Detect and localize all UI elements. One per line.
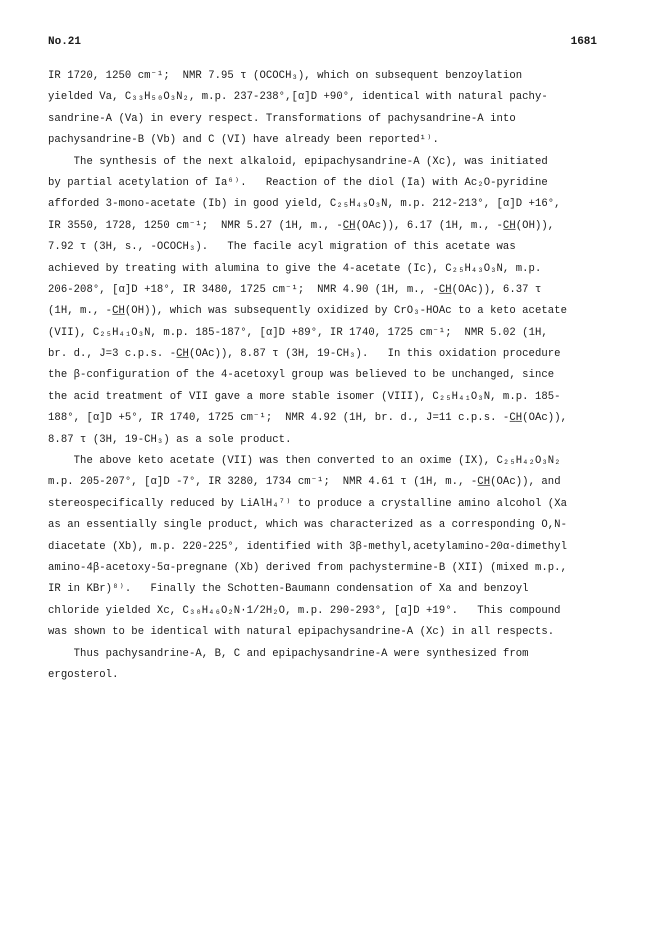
text-line: 188°, [α]D +5°, IR 1740, 1725 cm⁻¹; NMR 4.92 (1H, br. d., J=11 c.p.s. -C̲H̲(OAc)), — [48, 412, 568, 425]
text-line: IR 1720, 1250 cm⁻¹; NMR 7.95 τ (OCOCH₃), which on subsequent benzoylation — [48, 70, 523, 82]
article-body — [48, 66, 614, 686]
text-line: as an essentially single product, which was characterized as a corresponding O,N- — [48, 519, 567, 532]
text-line: Thus pachysandrine-A, B, C and epipachysandrine-A were synthesized from — [48, 647, 529, 660]
text-line: The above keto acetate (VII) was then converted to an oxime (IX), C₂₅H₄₂O₃N₂ — [48, 455, 561, 468]
text-line: diacetate (Xb), m.p. 220-225°, identified with 3β-methyl,acetylamino-20α-dimethyl — [48, 540, 567, 553]
text-line: (1H, m., -C̲H̲(OH)), which was subsequently oxidized by CrO₃-HOAc to a keto acetate — [48, 305, 567, 318]
text-line: (VII), C₂₅H₄₁O₃N, m.p. 185-187°, [α]D +89°, IR 1740, 1725 cm⁻¹; NMR 5.02 (1H, — [48, 326, 548, 339]
text-line: ergosterol. — [48, 668, 119, 681]
text-line: 8.87 τ (3H, 19-CH₃) as a sole product. — [48, 433, 292, 446]
text-line: The synthesis of the next alkaloid, epipachysandrine-A (Xc), was initiated — [48, 155, 548, 168]
text-line: by partial acetylation of Ia⁶⁾. Reaction of the diol (Ia) with Ac₂O-pyridine — [48, 176, 548, 189]
text-line: br. d., J=3 c.p.s. -C̲H̲(OAc)), 8.87 τ (3H, 19-CH₃). In this oxidation procedure — [48, 348, 561, 361]
paragraph-conclusion — [48, 644, 614, 687]
text-line: 7.92 τ (3H, s., -OCOCH₃). The facile acyl migration of this acetate was — [48, 241, 516, 254]
text-line: IR in KBr)⁸⁾. Finally the Schotten-Baumann condensation of Xa and benzoyl — [48, 583, 529, 596]
text-line: the β-configuration of the 4-acetoxyl group was believed to be unchanged, since — [48, 369, 555, 382]
paragraph-oxime-reduction — [48, 451, 614, 644]
paragraph-epipachysandrine-synthesis — [48, 152, 614, 451]
journal-issue: No.21 — [48, 36, 82, 48]
text-line: the acid treatment of VII gave a more stable isomer (VIII), C₂₅H₄₁O₃N, m.p. 185- — [48, 390, 561, 403]
text-line: yielded Va, C₃₃H₅₀O₃N₂, m.p. 237-238°,[α]D +90°, identical with natural pachy- — [48, 91, 548, 104]
text-line: pachysandrine-B (Vb) and C (VI) have already been reported¹⁾. — [48, 134, 439, 147]
text-line: chloride yielded Xc, C₃₀H₄₆O₂N·1/2H₂O, m.p. 290-293°, [α]D +19°. This compound — [48, 604, 561, 617]
text-line: IR 3550, 1728, 1250 cm⁻¹; NMR 5.27 (1H, m., -C̲H̲(OAc)), 6.17 (1H, m., -C̲H̲(OH)), — [48, 219, 555, 232]
text-line: afforded 3-mono-acetate (Ib) in good yield, C₂₅H₄₃O₃N, m.p. 212-213°, [α]D +16°, — [48, 198, 561, 211]
text-line: was shown to be identical with natural epipachysandrine-A (Xc) in all respects. — [48, 626, 555, 639]
paragraph-va-synthesis — [48, 66, 614, 152]
text-line: amino-4β-acetoxy-5α-pregnane (Xb) derived from pachystermine-B (XII) (mixed m.p., — [48, 561, 567, 574]
text-line: m.p. 205-207°, [α]D -7°, IR 3280, 1734 cm⁻¹; NMR 4.61 τ (1H, m., -C̲H̲(OAc)), and — [48, 476, 561, 489]
text-line: 206-208°, [α]D +18°, IR 3480, 1725 cm⁻¹; NMR 4.90 (1H, m., -C̲H̲(OAc)), 6.37 τ — [48, 283, 542, 296]
text-line: achieved by treating with alumina to give the 4-acetate (Ic), C₂₅H₄₃O₃N, m.p. — [48, 262, 542, 275]
text-line: sandrine-A (Va) in every respect. Transformations of pachysandrine-A into — [48, 112, 516, 125]
text-line: stereospecifically reduced by LiAlH₄⁷⁾ to produce a crystalline amino alcohol (Xa — [48, 497, 568, 510]
page-number: 1681 — [570, 36, 597, 48]
